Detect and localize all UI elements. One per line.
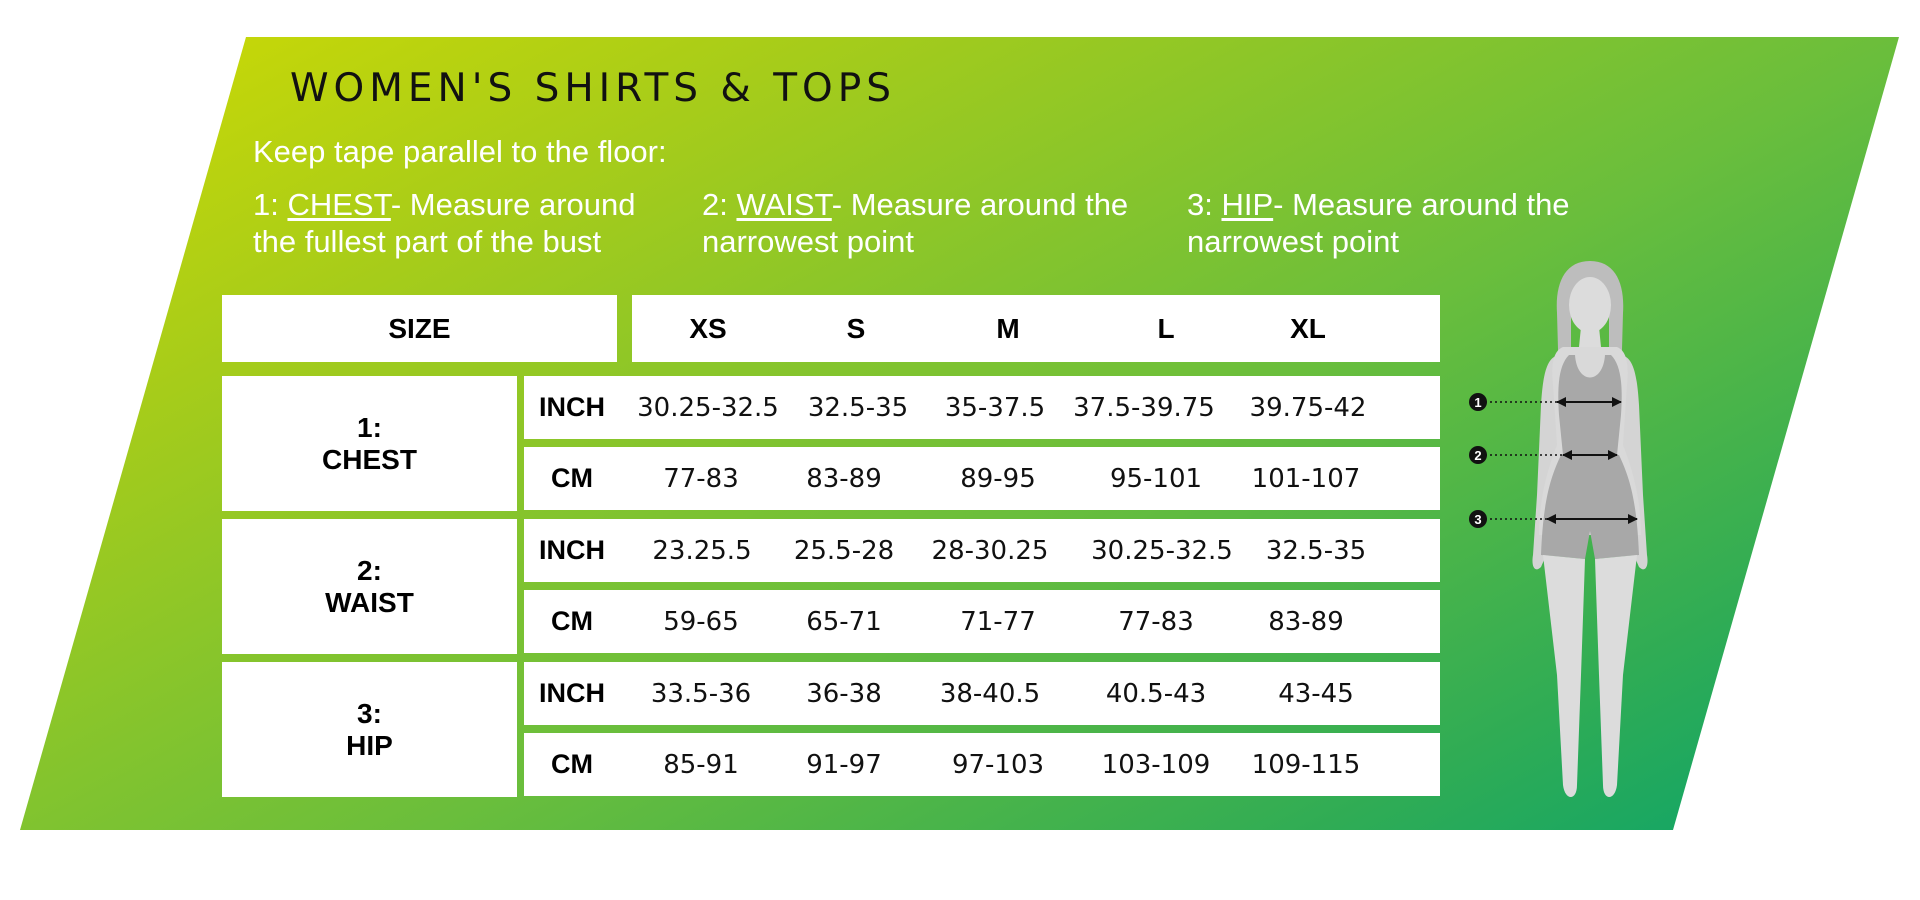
table-cell: 83-89 (1268, 606, 1344, 637)
unit-label: INCH (539, 678, 605, 708)
female-body-figure-icon (1465, 255, 1675, 815)
table-cell: 28-30.25 (931, 535, 1049, 566)
unit-label: CM (551, 463, 593, 493)
unit-label: INCH (539, 535, 605, 565)
table-cell: 101-107 (1251, 463, 1361, 494)
size-labels-header (632, 295, 1440, 362)
table-cell: 43-45 (1278, 678, 1354, 709)
leg-left-shape (1543, 555, 1585, 797)
table-row (524, 447, 1440, 510)
chart-title: WOMEN'S SHIRTS & TOPS (290, 66, 897, 111)
marker-number: 3 (1474, 512, 1482, 527)
size-label: S (846, 312, 866, 344)
marker-2-badge (1469, 446, 1487, 464)
marker-number: 1 (1474, 395, 1482, 410)
unit-label: CM (551, 749, 593, 779)
measurement-name: WAIST (736, 187, 832, 222)
table-cell: 91-97 (806, 749, 882, 780)
marker-3-badge (1469, 510, 1487, 528)
table-row (524, 733, 1440, 796)
table-cell: 77-83 (1118, 606, 1194, 637)
table-row (524, 376, 1440, 439)
table-cell: 103-109 (1101, 749, 1211, 780)
table-row (524, 519, 1440, 582)
measuring-intro: Keep tape parallel to the floor: (253, 134, 667, 169)
table-cell: 32.5-35 (1265, 535, 1367, 566)
head-shape (1569, 277, 1611, 333)
garment-shorts-shape (1541, 455, 1639, 559)
table-cell: 40.5-43 (1105, 678, 1207, 709)
table-cell: 35-37.5 (944, 392, 1046, 423)
leg-right-shape (1595, 555, 1637, 797)
size-label: L (1157, 312, 1175, 344)
table-cell: 30.25-32.5 (1091, 535, 1233, 566)
table-cell: 83-89 (806, 463, 882, 494)
marker-1-badge (1469, 393, 1487, 411)
table-cell: 23.25.5 (652, 535, 752, 566)
table-cell: 33.5-36 (650, 678, 752, 709)
group-label-hip: 3: HIP (222, 662, 517, 797)
table-cell: 37.5-39.75 (1073, 392, 1215, 423)
table-cell: 36-38 (806, 678, 882, 709)
table-row (524, 662, 1440, 725)
size-header-cell: SIZE (222, 295, 617, 362)
group-label-waist: 2: WAIST (222, 519, 517, 654)
size-label: M (996, 312, 1020, 344)
table-cell: 30.25-32.5 (637, 392, 779, 423)
unit-label: INCH (539, 392, 605, 422)
table-cell: 89-95 (960, 463, 1036, 494)
table-cell: 71-77 (960, 606, 1036, 637)
measurement-name: HIP (1221, 187, 1274, 222)
size-label: XL (1290, 312, 1326, 344)
table-cell: 95-101 (1109, 463, 1203, 494)
table-cell: 59-65 (663, 606, 739, 637)
measurement-instruction-hip: 3: HIP- Measure around the narrowest point (1187, 187, 1570, 259)
group-label-chest: 1: CHEST (222, 376, 517, 511)
table-cell: 38-40.5 (939, 678, 1041, 709)
measurement-name: CHEST (287, 187, 391, 222)
unit-label: CM (551, 606, 593, 636)
table-cell: 32.5-35 (807, 392, 909, 423)
measurement-instruction-waist: 2: WAIST- Measure around the narrowest point (702, 187, 1129, 259)
neck-shape (1579, 327, 1601, 347)
table-cell: 39.75-42 (1249, 392, 1367, 423)
table-cell: 109-115 (1251, 749, 1361, 780)
table-cell: 77-83 (663, 463, 739, 494)
marker-number: 2 (1474, 448, 1482, 463)
table-cell: 85-91 (663, 749, 739, 780)
size-label: XS (689, 312, 727, 344)
measurement-instruction-chest: 1: CHEST- Measure around the fullest part of the bust (253, 187, 636, 259)
table-cell: 25.5-28 (793, 535, 895, 566)
table-cell: 97-103 (951, 749, 1045, 780)
table-row (524, 590, 1440, 653)
table-cell: 65-71 (806, 606, 882, 637)
